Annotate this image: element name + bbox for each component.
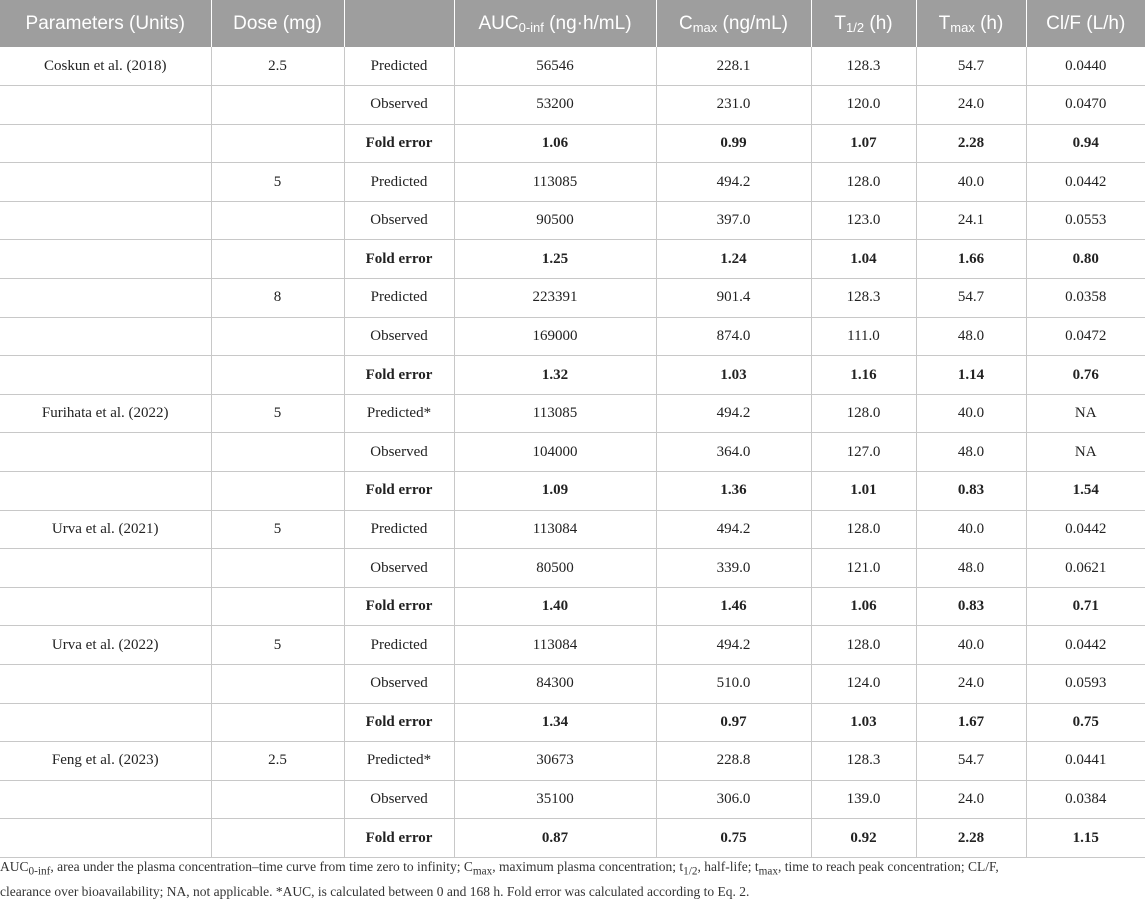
- cell-type: Fold error: [344, 356, 454, 395]
- cell-tmax: 40.0: [916, 163, 1026, 202]
- cell-study: Furihata et al. (2022): [0, 394, 211, 433]
- cell-tmax: 0.83: [916, 472, 1026, 511]
- cell-auc: 113085: [454, 394, 656, 433]
- cell-dose: 2.5: [211, 742, 344, 781]
- cell-clf: 0.0553: [1026, 201, 1145, 240]
- cell-tmax: 2.28: [916, 819, 1026, 858]
- cell-type: Predicted: [344, 47, 454, 86]
- cell-tmax: 24.1: [916, 201, 1026, 240]
- cell-auc: 30673: [454, 742, 656, 781]
- cell-tmax: 54.7: [916, 279, 1026, 318]
- cell-dose: [211, 124, 344, 163]
- cell-tmax: 2.28: [916, 124, 1026, 163]
- table-row: [0, 86, 1145, 125]
- cell-study: [0, 665, 211, 704]
- cell-study: [0, 819, 211, 858]
- cell-t-half: 111.0: [811, 317, 916, 356]
- cell-cmax: 494.2: [656, 510, 811, 549]
- cell-dose: [211, 587, 344, 626]
- table-row: [0, 626, 1145, 665]
- cell-auc: 169000: [454, 317, 656, 356]
- cell-cmax: 1.36: [656, 472, 811, 511]
- cell-t-half: 128.3: [811, 279, 916, 318]
- cell-study: [0, 240, 211, 279]
- cell-cmax: 1.03: [656, 356, 811, 395]
- cell-study: [0, 472, 211, 511]
- cell-study: [0, 587, 211, 626]
- cell-auc: 56546: [454, 47, 656, 86]
- cell-t-half: 120.0: [811, 86, 916, 125]
- cell-t-half: 1.06: [811, 587, 916, 626]
- cell-study: [0, 86, 211, 125]
- table-row: [0, 549, 1145, 588]
- cell-cmax: 228.8: [656, 742, 811, 781]
- cell-type: Observed: [344, 549, 454, 588]
- table-row: [0, 587, 1145, 626]
- cell-clf: NA: [1026, 433, 1145, 472]
- cell-clf: 0.0442: [1026, 626, 1145, 665]
- header-clf: Cl/F (L/h): [1026, 0, 1145, 47]
- table-body: [0, 47, 1145, 857]
- cell-auc: 0.87: [454, 819, 656, 858]
- cell-auc: 84300: [454, 665, 656, 704]
- cell-type: Predicted*: [344, 394, 454, 433]
- cell-auc: 1.40: [454, 587, 656, 626]
- cell-t-half: 139.0: [811, 780, 916, 819]
- cell-auc: 113084: [454, 626, 656, 665]
- cell-cmax: 494.2: [656, 394, 811, 433]
- header-type: [344, 0, 454, 47]
- cell-dose: 5: [211, 510, 344, 549]
- cell-tmax: 0.83: [916, 587, 1026, 626]
- table-row: [0, 317, 1145, 356]
- cell-dose: [211, 819, 344, 858]
- cell-t-half: 128.3: [811, 742, 916, 781]
- cell-type: Fold error: [344, 703, 454, 742]
- cell-dose: [211, 780, 344, 819]
- cell-tmax: 48.0: [916, 433, 1026, 472]
- cell-cmax: 494.2: [656, 626, 811, 665]
- cell-dose: [211, 356, 344, 395]
- cell-type: Observed: [344, 433, 454, 472]
- cell-t-half: 128.3: [811, 47, 916, 86]
- table-row: [0, 472, 1145, 511]
- cell-clf: 0.0441: [1026, 742, 1145, 781]
- cell-clf: 0.0384: [1026, 780, 1145, 819]
- cell-dose: 5: [211, 163, 344, 202]
- header-row: [0, 0, 1145, 47]
- cell-tmax: 48.0: [916, 549, 1026, 588]
- cell-t-half: 1.07: [811, 124, 916, 163]
- cell-study: Feng et al. (2023): [0, 742, 211, 781]
- cell-clf: 0.94: [1026, 124, 1145, 163]
- cell-type: Predicted: [344, 510, 454, 549]
- cell-study: [0, 201, 211, 240]
- cell-auc: 1.25: [454, 240, 656, 279]
- cell-clf: 0.0470: [1026, 86, 1145, 125]
- cell-study: [0, 780, 211, 819]
- cell-auc: 1.06: [454, 124, 656, 163]
- cell-clf: 0.0440: [1026, 47, 1145, 86]
- cell-t-half: 1.01: [811, 472, 916, 511]
- table-row: [0, 356, 1145, 395]
- cell-dose: [211, 201, 344, 240]
- cell-dose: [211, 472, 344, 511]
- table-row: [0, 780, 1145, 819]
- cell-clf: 1.15: [1026, 819, 1145, 858]
- table-row: [0, 201, 1145, 240]
- cell-cmax: 901.4: [656, 279, 811, 318]
- cell-type: Fold error: [344, 240, 454, 279]
- cell-cmax: 1.46: [656, 587, 811, 626]
- cell-t-half: 1.03: [811, 703, 916, 742]
- cell-clf: 0.0472: [1026, 317, 1145, 356]
- cell-study: [0, 703, 211, 742]
- cell-cmax: 339.0: [656, 549, 811, 588]
- cell-tmax: 1.14: [916, 356, 1026, 395]
- cell-dose: [211, 240, 344, 279]
- cell-tmax: 54.7: [916, 47, 1026, 86]
- cell-clf: 0.0442: [1026, 510, 1145, 549]
- cell-tmax: 1.67: [916, 703, 1026, 742]
- table-row: [0, 124, 1145, 163]
- cell-t-half: 128.0: [811, 626, 916, 665]
- cell-type: Predicted: [344, 163, 454, 202]
- cell-cmax: 364.0: [656, 433, 811, 472]
- cell-tmax: 1.66: [916, 240, 1026, 279]
- cell-clf: 0.71: [1026, 587, 1145, 626]
- cell-auc: 35100: [454, 780, 656, 819]
- cell-auc: 1.32: [454, 356, 656, 395]
- cell-study: [0, 163, 211, 202]
- cell-study: [0, 433, 211, 472]
- cell-cmax: 0.99: [656, 124, 811, 163]
- header-tmax: $T_{max}$ (h): [916, 0, 1026, 47]
- cell-cmax: 494.2: [656, 163, 811, 202]
- cell-study: [0, 317, 211, 356]
- cell-clf: 0.76: [1026, 356, 1145, 395]
- cell-clf: 1.54: [1026, 472, 1145, 511]
- cell-auc: 90500: [454, 201, 656, 240]
- cell-cmax: 1.24: [656, 240, 811, 279]
- cell-study: [0, 124, 211, 163]
- cell-t-half: 1.04: [811, 240, 916, 279]
- table-row: [0, 703, 1145, 742]
- cell-type: Observed: [344, 780, 454, 819]
- cell-study: [0, 356, 211, 395]
- cell-t-half: 0.92: [811, 819, 916, 858]
- cell-tmax: 24.0: [916, 665, 1026, 704]
- cell-cmax: 228.1: [656, 47, 811, 86]
- cell-cmax: 510.0: [656, 665, 811, 704]
- cell-study: Urva et al. (2021): [0, 510, 211, 549]
- cell-auc: 104000: [454, 433, 656, 472]
- table-row: [0, 394, 1145, 433]
- cell-dose: 5: [211, 394, 344, 433]
- cell-dose: [211, 703, 344, 742]
- cell-type: Observed: [344, 201, 454, 240]
- header-parameters: Parameters (Units): [0, 0, 211, 47]
- cell-study: Urva et al. (2022): [0, 626, 211, 665]
- cell-t-half: 124.0: [811, 665, 916, 704]
- cell-type: Predicted: [344, 626, 454, 665]
- table-row: [0, 279, 1145, 318]
- cell-auc: 113084: [454, 510, 656, 549]
- cell-type: Predicted: [344, 279, 454, 318]
- cell-t-half: 121.0: [811, 549, 916, 588]
- header-t-half: $T_{1/2}$ (h): [811, 0, 916, 47]
- cell-dose: 5: [211, 626, 344, 665]
- cell-dose: 2.5: [211, 47, 344, 86]
- cell-auc: 223391: [454, 279, 656, 318]
- cell-dose: [211, 665, 344, 704]
- cell-cmax: 874.0: [656, 317, 811, 356]
- cell-tmax: 40.0: [916, 394, 1026, 433]
- cell-clf: 0.75: [1026, 703, 1145, 742]
- table-row: [0, 510, 1145, 549]
- cell-study: [0, 549, 211, 588]
- cell-tmax: 40.0: [916, 510, 1026, 549]
- table-row: [0, 665, 1145, 704]
- cell-t-half: 123.0: [811, 201, 916, 240]
- cell-type: Fold error: [344, 124, 454, 163]
- cell-auc: 113085: [454, 163, 656, 202]
- cell-tmax: 40.0: [916, 626, 1026, 665]
- cell-tmax: 24.0: [916, 86, 1026, 125]
- cell-tmax: 24.0: [916, 780, 1026, 819]
- cell-type: Predicted*: [344, 742, 454, 781]
- cell-dose: [211, 549, 344, 588]
- cell-study: [0, 279, 211, 318]
- cell-clf: 0.0442: [1026, 163, 1145, 202]
- cell-cmax: 0.97: [656, 703, 811, 742]
- cell-clf: 0.0593: [1026, 665, 1145, 704]
- cell-tmax: 48.0: [916, 317, 1026, 356]
- cell-t-half: 1.16: [811, 356, 916, 395]
- cell-type: Fold error: [344, 587, 454, 626]
- cell-cmax: 306.0: [656, 780, 811, 819]
- cell-type: Fold error: [344, 819, 454, 858]
- table-row: [0, 47, 1145, 86]
- cell-type: Observed: [344, 317, 454, 356]
- cell-cmax: 397.0: [656, 201, 811, 240]
- table-row: [0, 163, 1145, 202]
- cell-dose: [211, 86, 344, 125]
- cell-auc: 53200: [454, 86, 656, 125]
- cell-cmax: 231.0: [656, 86, 811, 125]
- cell-t-half: 127.0: [811, 433, 916, 472]
- cell-t-half: 128.0: [811, 163, 916, 202]
- table-row: [0, 240, 1145, 279]
- cell-tmax: 54.7: [916, 742, 1026, 781]
- cell-auc: 1.09: [454, 472, 656, 511]
- cell-type: Observed: [344, 86, 454, 125]
- cell-dose: [211, 433, 344, 472]
- header-dose: Dose (mg): [211, 0, 344, 47]
- header-auc: $AUC_{0-inf}$ (ng·h/mL): [454, 0, 656, 47]
- cell-clf: 0.0358: [1026, 279, 1145, 318]
- header-cmax: $C_{max}$ (ng/mL): [656, 0, 811, 47]
- cell-dose: [211, 317, 344, 356]
- cell-t-half: 128.0: [811, 510, 916, 549]
- cell-auc: 1.34: [454, 703, 656, 742]
- cell-cmax: 0.75: [656, 819, 811, 858]
- cell-study: Coskun et al. (2018): [0, 47, 211, 86]
- cell-dose: 8: [211, 279, 344, 318]
- cell-clf: 0.80: [1026, 240, 1145, 279]
- table-row: [0, 819, 1145, 858]
- cell-type: Fold error: [344, 472, 454, 511]
- table-row: [0, 433, 1145, 472]
- table-footnote: $AUC_{0-inf}$, area under the plasma concentration–time curve from time zero to infinity; $C_{max}$, maximum plasma concentration; $t_{1/2}$, half-life; $t_{max}$, time to reach peak concentration; CL/F, clearance over bioavailability; NA, not applicable. *AUC, is calculated between 0 and 168 h. Fold error was calculated according to Eq. 2.: [0, 859, 999, 899]
- cell-clf: NA: [1026, 394, 1145, 433]
- cell-auc: 80500: [454, 549, 656, 588]
- cell-t-half: 128.0: [811, 394, 916, 433]
- table-row: [0, 742, 1145, 781]
- cell-clf: 0.0621: [1026, 549, 1145, 588]
- cell-type: Observed: [344, 665, 454, 704]
